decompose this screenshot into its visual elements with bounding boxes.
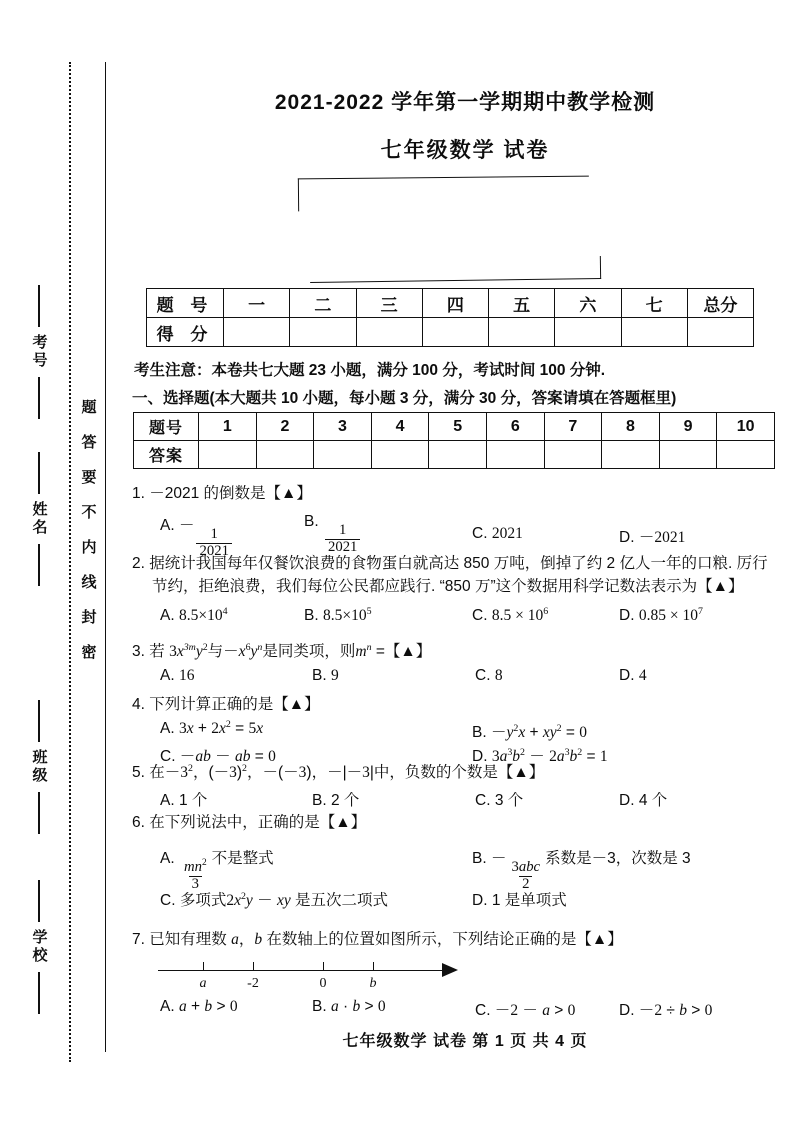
question-6-option-c[interactable]: C. 多项式$2x^2y$ － xy 是五次二项式	[160, 891, 389, 910]
question-2-text-line2: 节约，拒绝浪费，我们每位公民都应践行. “850 万”这个数据用科学记数法表示为【▲】	[152, 578, 744, 596]
question-3-number: 3.	[132, 643, 145, 660]
question-7-option-b[interactable]: B. a · b > 0	[312, 998, 386, 1015]
number-line-label-minus2: -2	[247, 976, 259, 991]
number-line-label-zero: 0	[319, 976, 327, 991]
option-exponent: 4	[222, 605, 228, 617]
option-label: A.	[160, 720, 175, 738]
option-label: B.	[472, 724, 487, 742]
question-2-text-line1: 据统计我国每年仅餐饮浪费的食物蛋白就高达 850 万吨，倒掉了约 2 亿人一年的口粮. 厉行	[149, 555, 768, 572]
seal-field-rule-top	[38, 285, 40, 327]
number-line-label-b: b	[369, 976, 377, 991]
question-3-option-d[interactable]	[619, 667, 647, 685]
answer-table-row-header: 题号	[134, 413, 199, 441]
option-label: D.	[619, 792, 635, 810]
score-entry-cell[interactable]	[422, 318, 488, 347]
score-entry-cell[interactable]	[224, 318, 290, 347]
option-label: C.	[160, 892, 176, 910]
seal-field-rule-top	[38, 880, 40, 922]
option-value: 1 个	[178, 792, 208, 810]
score-table	[146, 288, 754, 347]
answer-entry-cell[interactable]	[486, 441, 544, 469]
question-2-stem-line1	[132, 552, 792, 575]
score-table-row-header: 得 分	[147, 318, 224, 347]
option-head: 多项式	[179, 892, 227, 910]
seal-notice-char: 不	[81, 504, 97, 521]
number-line-tick	[203, 962, 204, 971]
option-value: 4 个	[638, 792, 668, 810]
option-label: D.	[472, 748, 488, 766]
question-5	[132, 761, 792, 812]
seal-notice-char: 题	[81, 399, 97, 416]
question-4-stem	[132, 693, 792, 716]
question-5-stem: 5. 在$-3^2$，$(-3)^2$，－(－3)，－|－3|中，负数的个数是【▲】	[132, 762, 545, 781]
option-exponent: 6	[543, 605, 549, 617]
question-2-number: 2.	[132, 555, 145, 572]
question-2-option-a[interactable]: A. $8.5\times 10^4$	[160, 605, 228, 624]
option-label: B.	[304, 606, 319, 624]
score-table-cell: 五	[489, 289, 555, 318]
table-row	[134, 413, 775, 441]
option-value: 1 是单项式	[491, 892, 567, 910]
question-2	[132, 552, 792, 633]
option-label: C.	[472, 606, 488, 624]
fraction-numerator: 1	[339, 522, 347, 539]
seal-field-rule-bottom	[38, 792, 40, 834]
option-label: A.	[160, 792, 175, 810]
fraction-numerator: 1	[210, 526, 218, 543]
answer-table-number: 2	[256, 413, 314, 441]
option-exponent: 5	[366, 605, 372, 617]
answer-table-number: 8	[602, 413, 660, 441]
option-value: 16	[178, 667, 195, 685]
option-label: C.	[475, 1002, 491, 1019]
option-label: B.	[472, 850, 487, 868]
seal-field-label: 学校	[30, 929, 48, 965]
answer-table-number: 1	[199, 413, 257, 441]
option-mantissa: 8.5	[491, 606, 512, 624]
seal-notice-char: 要	[81, 469, 97, 486]
answer-entry-cell[interactable]	[544, 441, 602, 469]
answer-entry-cell[interactable]	[429, 441, 487, 469]
score-table-wrapper	[146, 288, 754, 347]
question-4-number: 4.	[132, 696, 145, 713]
option-label: B.	[312, 998, 327, 1015]
question-6-text: 在下列说法中，正确的是	[149, 814, 320, 831]
question-7-option-c[interactable]: C. －2 － a > 0	[475, 1002, 576, 1019]
fraction-denominator: 2021	[325, 539, 360, 556]
seal-dotted-divider	[69, 62, 71, 1062]
answer-entry-cell[interactable]	[256, 441, 314, 469]
seal-field-label: 姓名	[30, 501, 48, 537]
fraction-denominator: 2021	[196, 543, 231, 560]
question-2-option-b[interactable]: B. $8.5\times 10^5$	[304, 605, 372, 624]
question-1-option-c[interactable]	[472, 525, 523, 543]
answer-entry-cell[interactable]	[199, 441, 257, 469]
option-label: A.	[160, 998, 175, 1015]
score-entry-cell[interactable]	[290, 318, 356, 347]
seal-field-rule-bottom	[38, 377, 40, 419]
fraction-numerator: 3abc	[511, 859, 541, 876]
score-table-cell: 总分	[687, 289, 753, 318]
score-table-cell: 一	[224, 289, 290, 318]
question-2-stem-line2	[132, 575, 792, 598]
number-line-label-a: a	[199, 976, 207, 991]
score-table-row-header: 题 号	[147, 289, 224, 318]
question-1-number: 1.	[132, 485, 145, 502]
seal-notice-char: 内	[81, 539, 97, 556]
seal-field-rule-top	[38, 452, 40, 494]
option-value: 8	[494, 667, 503, 685]
fraction-denominator: 2	[519, 876, 532, 893]
question-5-option-c[interactable]	[475, 788, 523, 810]
exam-title: 2021-2022 学年第一学期期中教学检测	[274, 91, 656, 114]
question-6-stem	[132, 811, 792, 834]
question-2-option-c[interactable]: C. $8.5 \times 10^6$	[472, 605, 549, 624]
option-label: C.	[475, 667, 491, 685]
answer-entry-cell[interactable]	[602, 441, 660, 469]
question-7-option-a[interactable]: A. a + b > 0	[160, 998, 238, 1015]
option-base: 10	[682, 606, 698, 624]
answer-table-number: 9	[659, 413, 717, 441]
seal-solid-divider	[105, 62, 106, 1052]
answer-table-number: 6	[486, 413, 544, 441]
question-7-stem: 7. 已知有理数 a，b 在数轴上的位置如图所示，下列结论正确的是【▲】	[132, 931, 623, 948]
option-label: C.	[475, 792, 491, 810]
score-entry-cell[interactable]	[555, 318, 621, 347]
exam-subtitle: 七年级数学 试卷	[380, 139, 550, 162]
decorative-bracket-top	[298, 176, 589, 212]
question-7	[132, 928, 792, 951]
question-7-option-d[interactable]: D. －2 ÷ b > 0	[619, 1002, 713, 1019]
answer-table-row-header: 答案	[134, 441, 199, 469]
question-4-option-d[interactable]: D. $3a^3b^2 - 2a^3b^2 = 1$	[472, 747, 608, 766]
candidate-notice: 考生注意：本卷共七大题 23 小题，满分 100 分，考试时间 100 分钟.	[134, 362, 606, 379]
number-line-figure	[158, 952, 468, 1000]
answer-entry-cell[interactable]	[717, 441, 775, 469]
question-4-option-a[interactable]: A. $3x + 2x^2 = 5x$	[160, 719, 264, 738]
option-label: A.	[160, 667, 175, 685]
question-5-number: 5.	[132, 764, 145, 781]
answer-entry-cell[interactable]	[314, 441, 372, 469]
option-value: －2021	[638, 529, 686, 547]
question-5-option-d[interactable]	[619, 788, 667, 810]
table-row	[147, 289, 754, 318]
question-3-stem: 3. 若 $3x^{3m}y^2$与$-x^6y^n$是同类项，则$m^n$ =【▲】	[132, 641, 432, 660]
score-table-cell: 四	[422, 289, 488, 318]
score-entry-cell[interactable]	[356, 318, 422, 347]
number-line-tick	[323, 962, 324, 971]
option-value: 9	[330, 667, 339, 685]
number-line-tick	[253, 962, 254, 971]
page-footer: 七年级数学 试卷 第 1 页 共 4 页	[342, 1033, 588, 1050]
question-3-blank-mark: 【▲】	[384, 643, 432, 660]
question-4-text: 下列计算正确的是	[149, 696, 274, 713]
option-mantissa: 8.5	[178, 606, 199, 624]
option-label: D.	[619, 606, 635, 624]
question-1-option-d[interactable]	[619, 525, 685, 547]
option-label: D.	[619, 667, 635, 685]
table-row	[147, 318, 754, 347]
question-5-text: 中，负数的个数是	[373, 764, 498, 781]
question-3	[132, 640, 792, 691]
seal-field-rule-top	[38, 700, 40, 742]
seal-field-label: 考号	[30, 334, 48, 370]
question-4	[132, 693, 792, 768]
score-entry-cell[interactable]	[489, 318, 555, 347]
option-mantissa: 0.85	[638, 606, 666, 624]
option-tail: 不是整式	[211, 850, 274, 868]
answer-table-number: 3	[314, 413, 372, 441]
score-table-cell: 七	[621, 289, 687, 318]
seal-field-rule-bottom	[38, 972, 40, 1014]
score-entry-cell[interactable]	[621, 318, 687, 347]
question-6-option-b[interactable]: B. － $\frac{\text{3abc}}{2}$ 系数是－3，次数是 3	[472, 850, 691, 893]
answer-grid-table	[133, 412, 775, 469]
answer-table-number: 4	[371, 413, 429, 441]
seal-notice-char: 答	[81, 434, 97, 451]
seal-field-name	[22, 452, 56, 586]
option-tail: 是五次二项式	[295, 892, 389, 910]
question-6	[132, 811, 792, 910]
answer-table-number: 10	[717, 413, 775, 441]
option-base: 10	[207, 606, 223, 624]
question-1-blank-mark: 【▲】	[265, 485, 312, 502]
option-label: D.	[472, 892, 488, 910]
question-6-option-d[interactable]	[472, 888, 567, 910]
option-label: A.	[160, 517, 175, 535]
question-5-option-b[interactable]	[312, 788, 359, 810]
question-4-blank-mark: 【▲】	[273, 696, 320, 713]
table-row	[134, 441, 775, 469]
seal-field-rule-bottom	[38, 544, 40, 586]
option-base: 10	[527, 606, 544, 624]
number-line-axis	[158, 970, 444, 971]
question-5-option-a[interactable]	[160, 788, 207, 810]
question-7-number: 7.	[132, 931, 145, 948]
option-tail: 系数是－3，次数是 3	[545, 850, 691, 868]
question-3-option-b[interactable]	[312, 667, 339, 685]
option-mantissa: 8.5	[322, 606, 343, 624]
option-label: D.	[619, 529, 635, 547]
question-6-number: 6.	[132, 814, 145, 831]
option-value: 4	[638, 667, 647, 685]
option-label: C.	[160, 748, 176, 766]
question-4-option-c[interactable]: C. －ab － ab = 0	[160, 748, 276, 766]
option-value: 2021	[491, 525, 523, 543]
question-6-blank-mark: 【▲】	[319, 814, 367, 831]
question-4-option-b[interactable]: B. $-y^2x + xy^2 = 0$	[472, 723, 588, 742]
score-table-cell: 二	[290, 289, 356, 318]
question-1-option-a[interactable]: A. － $\frac{1}{2021}$	[160, 513, 234, 560]
seal-notice-char: 线	[81, 574, 97, 591]
question-2-option-d[interactable]: D. $0.85 \times 10^7$	[619, 605, 703, 624]
question-1-option-b[interactable]	[304, 513, 362, 556]
question-1	[132, 482, 792, 560]
score-table-cell: 六	[555, 289, 621, 318]
number-line-arrow	[442, 963, 458, 977]
seal-notice-char: 封	[81, 609, 97, 626]
exam-sheet	[130, 0, 800, 1132]
question-7-blank-mark: 【▲】	[576, 931, 623, 948]
fraction-denominator: 3	[189, 876, 202, 893]
option-label: A.	[160, 606, 175, 624]
seal-field-school	[22, 880, 56, 1014]
option-label: C.	[472, 525, 488, 543]
option-label: A.	[160, 850, 175, 868]
seal-notice-char: 密	[81, 644, 97, 661]
sealing-margin	[0, 0, 130, 1132]
option-label: D.	[619, 1002, 635, 1019]
option-label: B.	[312, 667, 327, 685]
question-6-option-a[interactable]	[160, 846, 274, 893]
section-heading-multiple-choice: 一、选择题(本大题共 10 小题，每小题 3 分，满分 30 分，答案请填在答题框里)	[132, 390, 677, 407]
fraction-numerator: $mn^2$	[183, 858, 207, 876]
option-label: B.	[312, 792, 327, 810]
option-exponent: 7	[697, 605, 703, 617]
option-base: 10	[351, 606, 367, 624]
option-label: B.	[304, 513, 319, 531]
answer-table-number: 7	[544, 413, 602, 441]
question-3-option-c[interactable]	[475, 667, 503, 685]
seal-notice-text	[78, 390, 100, 670]
number-line-tick	[373, 962, 374, 971]
score-table-cell: 三	[356, 289, 422, 318]
seal-field-class	[22, 700, 56, 834]
answer-entry-cell[interactable]	[371, 441, 429, 469]
seal-field-exam-number	[22, 285, 56, 419]
answer-table-number: 5	[429, 413, 487, 441]
question-5-blank-mark: 【▲】	[497, 764, 545, 781]
answer-table-wrapper	[133, 412, 775, 469]
answer-entry-cell[interactable]	[659, 441, 717, 469]
seal-field-label: 班级	[30, 749, 48, 785]
decorative-bracket-bottom	[310, 256, 601, 283]
question-3-option-a[interactable]	[160, 667, 194, 685]
question-1-text: －2021 的倒数是	[149, 485, 266, 502]
question-1-stem	[132, 482, 792, 505]
score-entry-cell[interactable]	[687, 318, 753, 347]
option-value: 2 个	[330, 792, 360, 810]
option-value: 3 个	[494, 792, 524, 810]
